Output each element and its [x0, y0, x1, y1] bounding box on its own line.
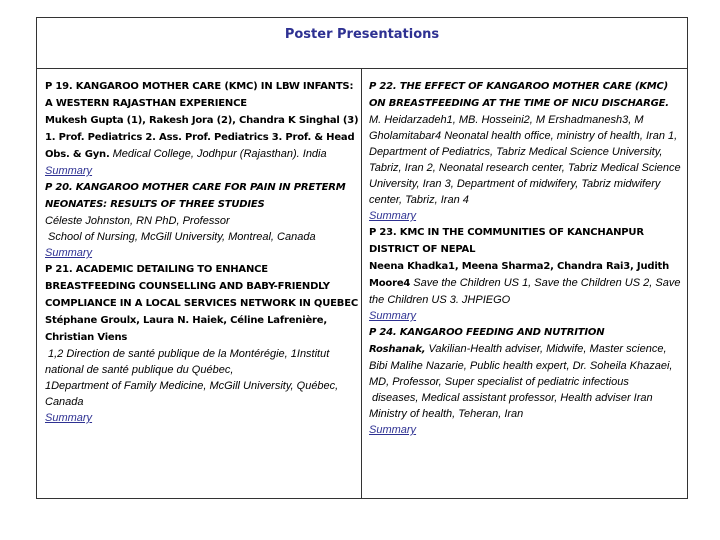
poster-p20 — [45, 179, 359, 261]
poster-p24 — [369, 324, 685, 438]
poster-p23 — [369, 224, 685, 324]
column-divider — [361, 69, 362, 498]
p24-affiliation-1: Vakilian-Health adviser, Midwife, Master science, Bibi Malihe Nazarie, Public health expert, Dr. Soheila Khazaei, MD, Professor, Super specialist of pediatric infectious — [369, 343, 673, 388]
page-title: Poster Presentations — [284, 27, 440, 42]
p20-affiliation: School of Nursing, McGill University, Montreal, Canada — [48, 231, 316, 243]
title-row — [37, 18, 687, 69]
p24-author: Roshanak, — [369, 344, 426, 355]
p21-authors: Stéphane Groulx, Laura N. Haiek, Céline Lafrenière, Christian Viens — [45, 315, 327, 343]
p22-summary-link[interactable]: Summary — [369, 210, 417, 222]
p24-title: P 24. KANGAROO FEEDING AND NUTRITION — [369, 327, 605, 338]
poster-table — [36, 17, 688, 499]
p19-affiliation: Medical College, Jodhpur (Rajasthan). India — [112, 148, 327, 160]
p23-authors: Neena Khadka1, Meena Sharma2, Chandra Rai3, Judith Moore4 — [369, 261, 670, 289]
p24-summary-link[interactable]: Summary — [369, 424, 417, 436]
p22-authors: M. Heidarzadeh1, MB. Hosseini2, M Ershadmanesh3, M Gholamitabar4 Neonatal health office, ministry of health, Iran 1, Department of Pediatrics, Tabriz Medical Science University, Tabriz, Iran 2, Neonatal research center, Tabriz Medical Science University, Iran 3, Department of midwifery, Tabriz midwifery center, Tabriz, Iran 4 — [369, 114, 681, 206]
p21-title: P 21. ACADEMIC DETAILING TO ENHANCE BREASTFEEDING COUNSELLING AND BABY-FRIENDLY COMPLIANCE IN A LOCAL SERVICES NETWORK IN QUEBEC — [45, 264, 358, 309]
right-column — [369, 78, 685, 438]
poster-p19 — [45, 78, 359, 179]
p23-affiliation: Save the Children US 1, Save the Children US 2, Save the Children US 3. JHPIEGO — [369, 277, 681, 306]
p24-affiliation-2: diseases, Medical assistant professor, Health adviser Iran Ministry of health, Teheran, Iran — [369, 392, 653, 420]
p21-summary-link[interactable]: Summary — [45, 412, 93, 424]
p19-title: P 19. KANGAROO MOTHER CARE (KMC) IN LBW INFANTS: A WESTERN RAJASTHAN EXPERIENCE — [45, 81, 354, 109]
p19-authors: Mukesh Gupta (1), Rakesh Jora (2), Chandra K Singhal (3) 1. Prof. Pediatrics 2. Ass. Prof. Pediatrics 3. Prof. & Head Obs. & Gyn. — [45, 115, 359, 160]
p20-title: P 20. KANGAROO MOTHER CARE FOR PAIN IN PRETERM NEONATES: RESULTS OF THREE STUDIES — [45, 182, 346, 210]
p19-summary-link[interactable]: Summary — [45, 165, 93, 177]
poster-p22 — [369, 78, 685, 224]
p23-summary-link[interactable]: Summary — [369, 310, 417, 322]
poster-p21 — [45, 261, 359, 426]
p21-affiliation-2: 1Department of Family Medicine, McGill University, Québec, Canada — [45, 380, 339, 408]
p23-title: P 23. KMC IN THE COMMUNITIES OF KANCHANPUR DISTRICT OF NEPAL — [369, 227, 644, 255]
p22-title: P 22. THE EFFECT OF KANGAROO MOTHER CARE (KMC) ON BREASTFEEDING AT THE TIME OF NICU DISCHARGE. — [369, 81, 669, 109]
p21-affiliation-1: 1,2 Direction de santé publique de la Montérégie, 1Institut national de santé publique du Québec, — [45, 348, 330, 376]
p20-summary-link[interactable]: Summary — [45, 247, 93, 259]
left-column — [45, 78, 359, 426]
p20-author: Céleste Johnston, RN PhD, Professor — [45, 215, 230, 227]
